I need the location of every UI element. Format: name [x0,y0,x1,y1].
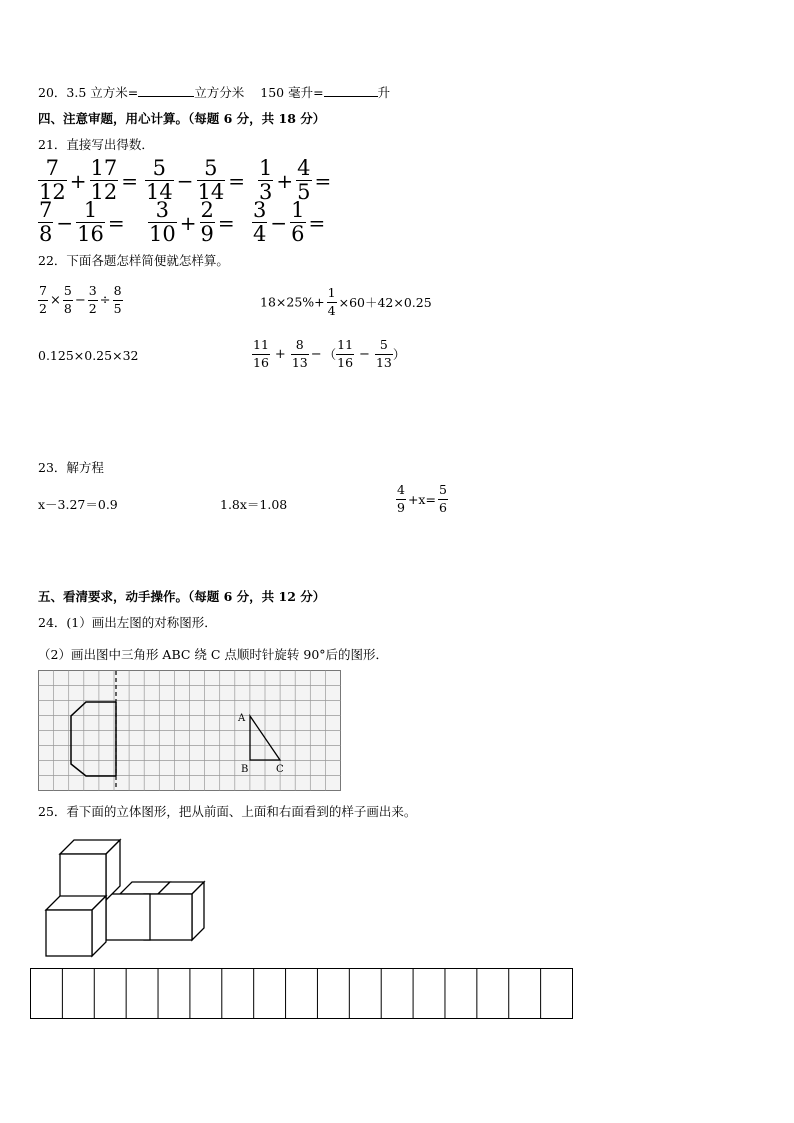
q22-expr-3: 0.125×0.25×32 [38,348,139,363]
answer-boxes[interactable] [30,968,574,1020]
point-b-label: B [241,764,249,775]
q22-expr-1: $\frac{7}{2}$ × $\frac{5}{8}$ − $\frac{3}{2}$ ÷ $\frac{8}{5}$ [39,283,122,316]
question-23-title: 23．解方程 [38,460,104,475]
q23-equation-3: $\frac{4}{9}$ +x= $\frac{5}{6}$ [397,482,447,515]
answer-blank-1[interactable] [138,84,194,97]
question-24-sub: （2）画出图中三角形 ABC 绕 C 点顺时针旋转 90°后的图形． [38,647,389,662]
point-a-label: A [238,713,246,724]
q23-equation-2: 1.8x＝1.08 [220,497,288,512]
solid-cube-figure [44,838,210,958]
section-5-title: 五、看清要求，动手操作。（每题 6 分，共 12 分） [38,589,326,604]
q22-expr-4: $\frac{11}{16}$ + $\frac{8}{13}$ − （ $\frac{11}{16}$ − $\frac{5}{13}$ ） [253,337,406,370]
question-22-title: 22．下面各题怎样简便就怎样算。 [38,253,229,268]
section-4-title: 四、注意审题，用心计算。（每题 6 分，共 18 分） [38,111,326,126]
q21-expr-1: $\frac{7}{12}$ + $\frac{17}{12}$ = [39,156,138,204]
question-24-title: 24．(1）画出左图的对称图形． [38,615,217,630]
q24-grid[interactable] [38,670,342,792]
q21-expr-2: $\frac{5}{14}$ − $\frac{5}{14}$ = [146,156,245,204]
question-21-title: 21．直接写出得数． [38,137,154,152]
q23-equation-1: x－3.27＝0.9 [38,497,118,512]
point-c-label: C [276,764,284,775]
q21-expr-3: $\frac{1}{3}$ + $\frac{4}{5}$ = [259,156,332,204]
q22-expr-2: 18×25%+ $\frac{1}{4}$ ×60＋42×0.25 [260,285,432,318]
q21-expr-6: $\frac{3}{4}$ − $\frac{1}{6}$ = [253,198,326,246]
q21-expr-4: $\frac{7}{8}$ − $\frac{1}{16}$ = [39,198,125,246]
question-25-title: 25．看下面的立体图形，把从前面、上面和右面看到的样子画出来。 [38,804,417,819]
answer-blank-2[interactable] [324,84,378,97]
question-20: 20．3.5 立方米= 立方分米 150 毫升= 升 [38,85,391,100]
q21-expr-5: $\frac{3}{10}$ + $\frac{2}{9}$ = [149,198,235,246]
